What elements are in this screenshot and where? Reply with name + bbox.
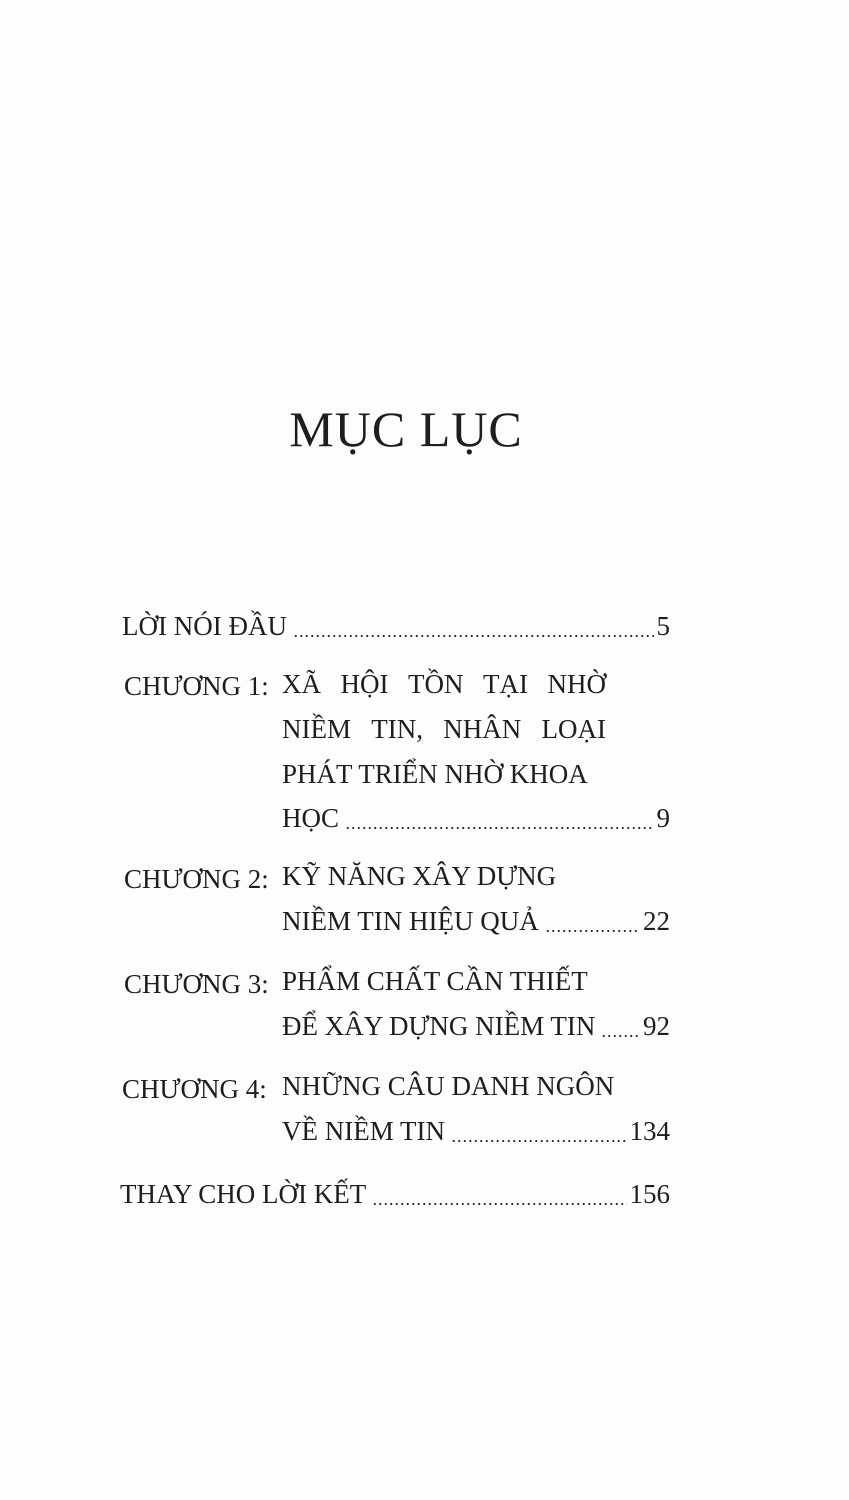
- toc-entry-text: THAY CHO LỜI KẾT: [120, 1179, 367, 1209]
- word: NIỀM: [282, 714, 351, 744]
- chapter-title-line-2: [282, 905, 670, 937]
- word: NHÂN: [443, 714, 522, 744]
- toc-page-number: 92: [643, 1011, 670, 1041]
- word: LOẠI: [541, 714, 606, 744]
- toc-entry-preface[interactable]: [122, 610, 670, 642]
- leader-dots: [545, 929, 640, 933]
- leader-dots: [293, 634, 654, 638]
- toc-page-number: 134: [629, 1116, 670, 1146]
- chapter-title-line-2: [282, 1010, 670, 1042]
- toc-page-number: 9: [656, 803, 670, 833]
- word: HỘI: [340, 669, 389, 699]
- page-title: MỤC LỤC: [289, 401, 523, 457]
- toc-entry-text: LỜI NÓI ĐẦU: [122, 611, 287, 641]
- leader-dots: [345, 826, 653, 830]
- word: NHỜ: [547, 669, 606, 699]
- toc-entry-epilogue[interactable]: [120, 1178, 670, 1210]
- chapter-title-line-2: [282, 1115, 670, 1147]
- chapter-title-line-1: NHỮNG CÂU DANH NGÔN: [282, 1071, 615, 1101]
- word: TIN,: [371, 714, 423, 744]
- chapter-title-text: VỀ NIỀM TIN: [282, 1116, 445, 1146]
- chapter-label: CHƯƠNG 1:: [124, 671, 269, 701]
- toc-page-number: 156: [629, 1179, 670, 1209]
- chapter-label: CHƯƠNG 2:: [124, 864, 269, 894]
- word: TỒN: [408, 669, 464, 699]
- toc-page-number: 22: [643, 906, 670, 936]
- leader-dots: [372, 1202, 626, 1206]
- toc-page-number: 5: [656, 611, 670, 641]
- chapter-title-line-1: PHẨM CHẤT CẦN THIẾT: [282, 966, 588, 996]
- chapter-title-line-3: PHÁT TRIỂN NHỜ KHOA: [282, 759, 588, 789]
- chapter-label: CHƯƠNG 4:: [122, 1074, 267, 1104]
- chapter-label: CHƯƠNG 3:: [124, 969, 269, 999]
- leader-dots: [601, 1034, 640, 1038]
- chapter-title-text: NIỀM TIN HIỆU QUẢ: [282, 906, 539, 936]
- word: TẠI: [483, 669, 528, 699]
- word: XÃ: [282, 669, 321, 699]
- chapter-title-text: ĐỂ XÂY DỰNG NIỀM TIN: [282, 1011, 596, 1041]
- chapter-title-line-1: [282, 668, 606, 700]
- chapter-title-text: HỌC: [282, 803, 340, 833]
- chapter-title-line-2: [282, 713, 606, 745]
- chapter-title-line-1: KỸ NĂNG XÂY DỰNG: [282, 861, 557, 891]
- chapter-title-line-4: [282, 802, 670, 834]
- leader-dots: [451, 1139, 627, 1143]
